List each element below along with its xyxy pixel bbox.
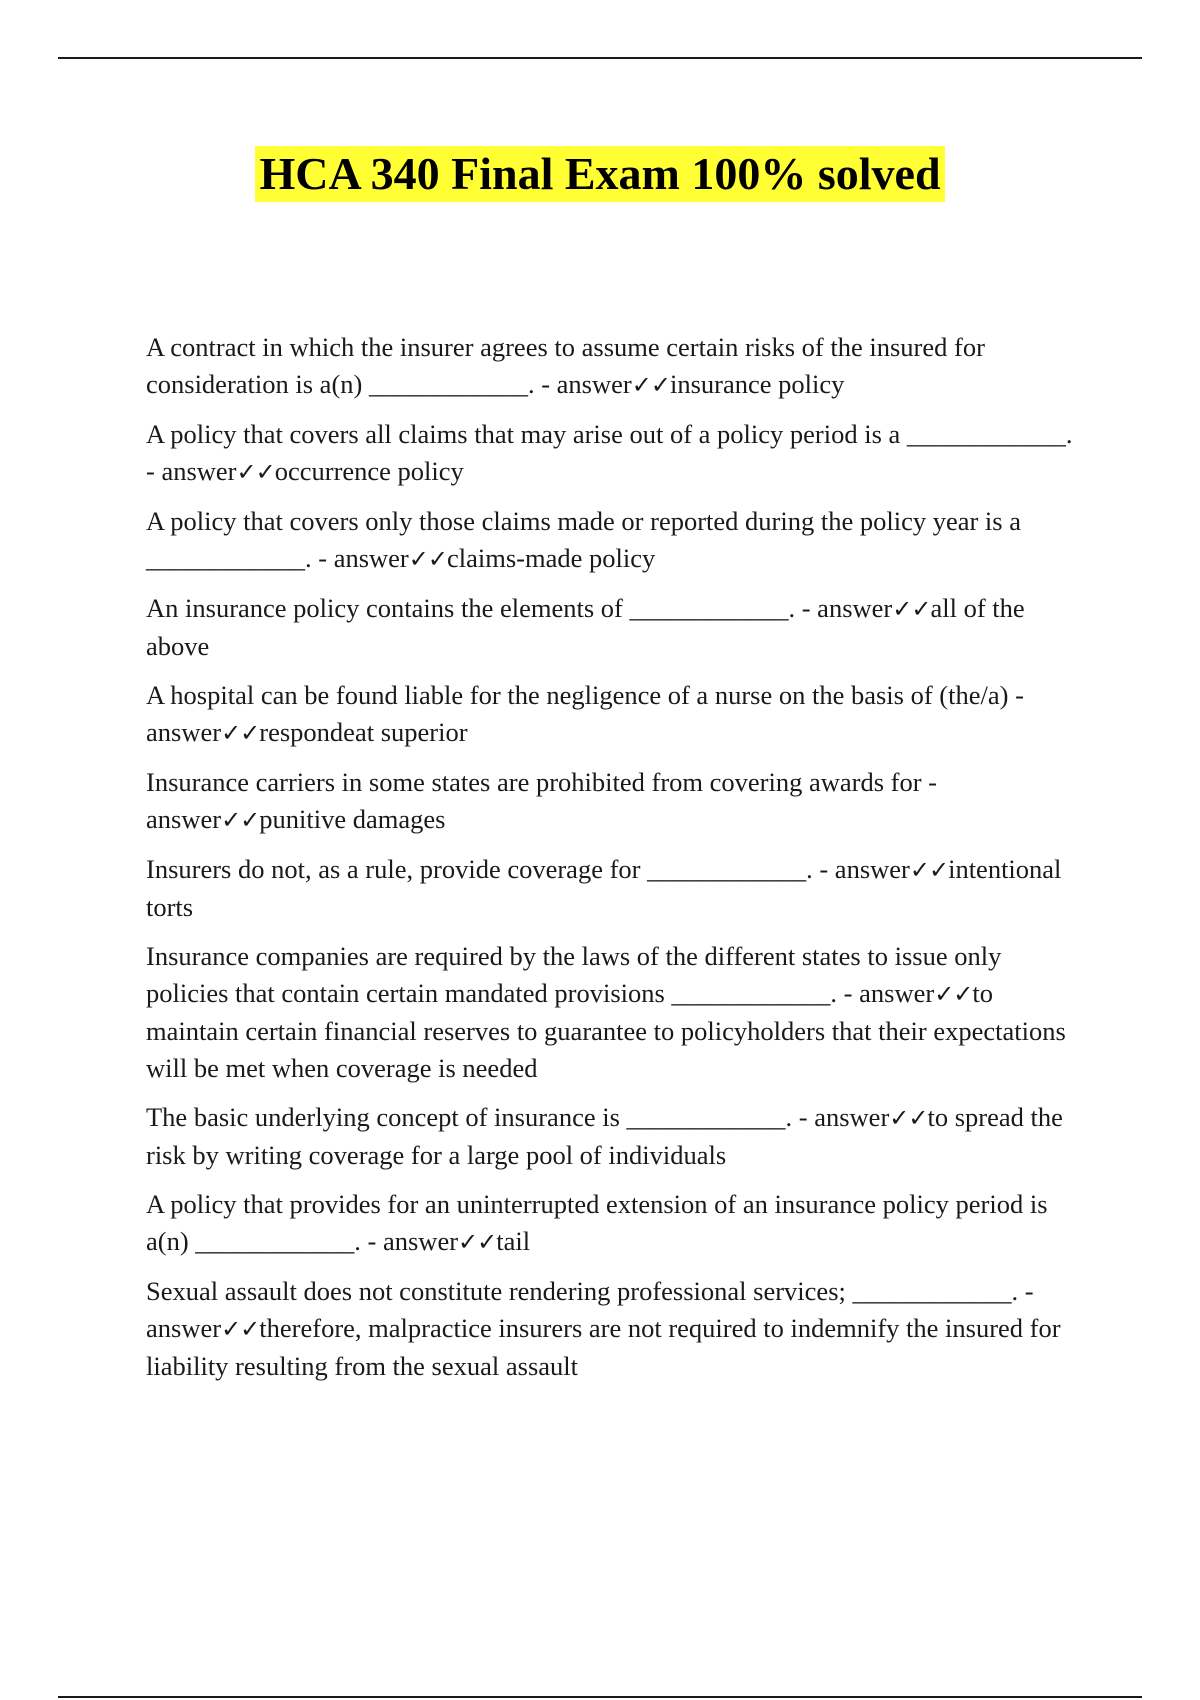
qa-item [146, 590, 1086, 665]
answer-text: punitive damages [259, 804, 446, 834]
check-mark-icon: ✓✓ [909, 856, 949, 884]
check-mark-icon: ✓✓ [892, 595, 931, 623]
qa-item [146, 764, 1086, 839]
check-mark-icon: ✓✓ [221, 806, 260, 834]
answer-text: to spread the risk by writing coverage for a large pool of individuals [146, 1102, 1063, 1170]
qa-item [146, 416, 1086, 491]
qa-item [146, 1273, 1086, 1385]
qa-item [146, 677, 1086, 752]
question-text: The basic underlying concept of insurance is ____________. - answer [146, 1102, 890, 1132]
qa-item [146, 1099, 1086, 1174]
qa-item [146, 938, 1086, 1087]
question-text: A policy that provides for an uninterrupted extension of an insurance policy period is a(n) ____________. - answer [146, 1189, 1048, 1256]
question-text: Insurance carriers in some states are prohibited from covering awards for - answer [146, 767, 938, 834]
qa-list [146, 329, 1086, 1397]
answer-text: insurance policy [669, 369, 845, 399]
qa-item [146, 851, 1086, 926]
title-container [0, 146, 1200, 202]
answer-text: tail [496, 1226, 531, 1256]
question-text: A policy that covers all claims that may arise out of a policy period is a ____________. - answer [146, 419, 1073, 486]
check-mark-icon: ✓✓ [889, 1104, 928, 1132]
question-text: A hospital can be found liable for the negligence of a nurse on the basis of (the/a) - answer [146, 680, 1024, 747]
answer-text: to maintain certain financial reserves to guarantee to policyholders that their expectations will be met when coverage is needed [146, 978, 1066, 1083]
question-text: An insurance policy contains the elements of ____________. - answer [146, 593, 893, 623]
qa-item [146, 1186, 1086, 1261]
question-text: Insurers do not, as a rule, provide coverage for ____________. - answer [146, 854, 910, 884]
question-text: A policy that covers only those claims made or reported during the policy year is a ____________. - answer [146, 506, 1021, 573]
question-text: Sexual assault does not constitute rendering professional services; ____________. - answer [146, 1276, 1034, 1343]
check-mark-icon: ✓✓ [458, 1228, 497, 1256]
answer-text: respondeat superior [259, 717, 468, 747]
question-text: Insurance companies are required by the laws of the different states to issue only policies that contain certain mandated provisions ____________. - answer [146, 941, 1002, 1008]
check-mark-icon: ✓✓ [236, 458, 275, 486]
check-mark-icon: ✓✓ [631, 371, 670, 399]
answer-text: occurrence policy [274, 456, 464, 486]
check-mark-icon: ✓✓ [221, 719, 260, 747]
answer-text: claims-made policy [446, 543, 656, 573]
answer-text: intentional torts [146, 854, 1062, 922]
check-mark-icon: ✓✓ [934, 980, 973, 1008]
answer-text: therefore, malpractice insurers are not required to indemnify the insured for liability resulting from the sexual assault [146, 1313, 1061, 1381]
bottom-rule [58, 1696, 1142, 1698]
check-mark-icon: ✓✓ [221, 1315, 260, 1343]
qa-item [146, 329, 1086, 404]
answer-text: all of the above [146, 593, 1025, 661]
check-mark-icon: ✓✓ [408, 545, 447, 573]
question-text: A contract in which the insurer agrees to assume certain risks of the insured for consideration is a(n) ____________. - answer [146, 332, 985, 399]
top-rule [58, 57, 1142, 59]
qa-item [146, 503, 1086, 578]
page-title: HCA 340 Final Exam 100% solved [255, 146, 944, 202]
